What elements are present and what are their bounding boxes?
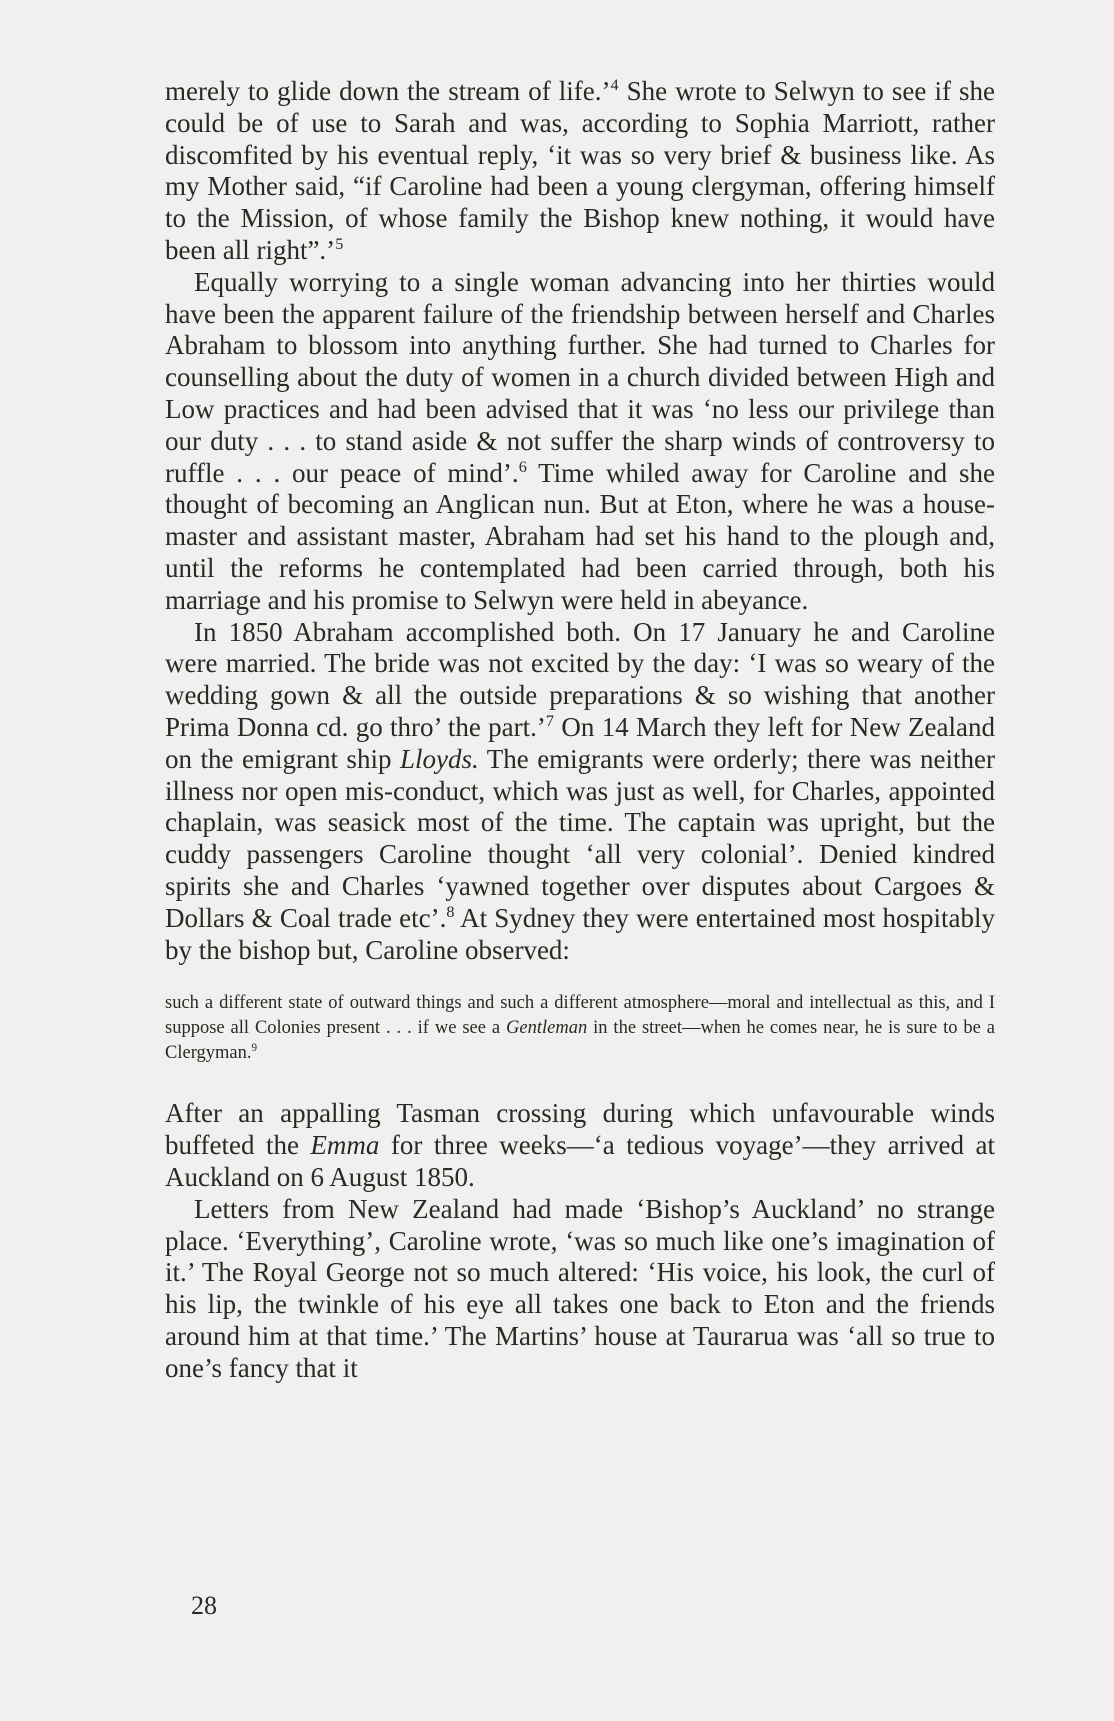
italic-text: Lloyds. xyxy=(399,743,479,774)
book-page xyxy=(165,76,995,1384)
block-quote xyxy=(165,991,995,1066)
italic-text: Gentleman xyxy=(506,1018,588,1039)
body-text-bottom xyxy=(165,1098,995,1384)
body-text-top xyxy=(165,76,995,966)
italic-text: Emma xyxy=(310,1130,380,1161)
text-segment: On 14 March they left for New Zealand on the emigrant ship xyxy=(165,711,995,774)
text-segment: for three weeks—‘a tedious voyage’—they arrived at Auckland on 6 August 1850. xyxy=(165,1130,995,1192)
text-segment: Letters from New Zealand had made ‘Bishop’s Auckland’ no strange place. ‘Everything’, Caroline wrote, ‘was so much like one’s imagination of it.’ The Royal George not so much altered: ‘His voice, his look, the curl of his lip, the twinkle of his eye all takes one back to Eton and the friends around him at that time.’ The Martins’ house at Taurarua was ‘all so true to one’s fancy that it xyxy=(165,1193,995,1383)
text-segment: Time whiled away for Caroline and she thought of becoming an Anglican nun. But at Eton, where he was a house-master and assistant master, Abraham had set his hand to the plough and, until the reforms he contemplated had been carried through, both his marriage and his promise to Selwyn were held in abeyance. xyxy=(165,457,995,615)
paragraph-5 xyxy=(165,1194,995,1385)
paragraph-4 xyxy=(165,1098,995,1193)
paragraph-2 xyxy=(165,267,995,617)
text-segment: such a different state of outward things and such a different atmosphere—moral and intellectual as this, and I suppose all Colonies present . . . if we see a xyxy=(165,993,995,1039)
paragraph-1 xyxy=(165,76,995,267)
text-segment: In 1850 Abraham accomplished both. On 17 January he and Caroline were married. The bride was not excited by the day: ‘I was so weary of the wedding gown & all the outside preparations & so wishing that another Prima Donna cd. go thro’ the part.’ xyxy=(165,616,995,742)
footnote-marker: 6 xyxy=(518,457,527,476)
paragraph-3 xyxy=(165,617,995,967)
block-quote-text xyxy=(165,991,995,1066)
text-segment: The emigrants were orderly; there was neither illness nor open mis-conduct, which was just as well, for Charles, appointed chaplain, was seasick most of the time. The captain was upright, but the cuddy passengers Caroline thought ‘all very colonial’. Denied kindred spirits she and Charles ‘yawned together over disputes about Cargoes & Dollars & Coal trade etc’. xyxy=(165,743,995,933)
footnote-marker: 7 xyxy=(545,711,554,730)
footnote-marker: 4 xyxy=(610,76,619,94)
text-segment: Equally worrying to a single woman advancing into her thirties would have been the apparent failure of the friendship between herself and Charles Abraham to blossom into anything further. She had turned to Charles for counselling about the duty of women in a church divided between High and Low practices and had been advised that it was ‘no less our privilege than our duty . . . to stand aside & not suffer the sharp winds of controversy to ruffle . . . our peace of mind’. xyxy=(165,266,995,488)
footnote-marker: 8 xyxy=(446,902,455,921)
text-segment: merely to glide down the stream of life.’ xyxy=(165,76,611,106)
footnote-marker: 9 xyxy=(251,1042,258,1055)
text-segment: She wrote to Selwyn to see if she could be of use to Sarah and was, according to Sophia Marriott, rather discomfited by his eventual reply, ‘it was so very brief & business like. As my Mother said, “if Caroline had been a young clergyman, offering himself to the Mission, of whose family the Bishop knew nothing, it would have been all right”.’ xyxy=(165,76,995,265)
text-segment: At Sydney they were entertained most hospitably by the bishop but, Caroline observed: xyxy=(165,902,995,965)
text-segment: After an appalling Tasman crossing during which unfavourable winds buffeted the xyxy=(165,1098,995,1161)
page-number: 28 xyxy=(191,1591,217,1620)
text-segment: in the street—when he comes near, he is sure to be a Clergyman. xyxy=(165,1018,995,1064)
footnote-marker: 5 xyxy=(335,234,344,253)
